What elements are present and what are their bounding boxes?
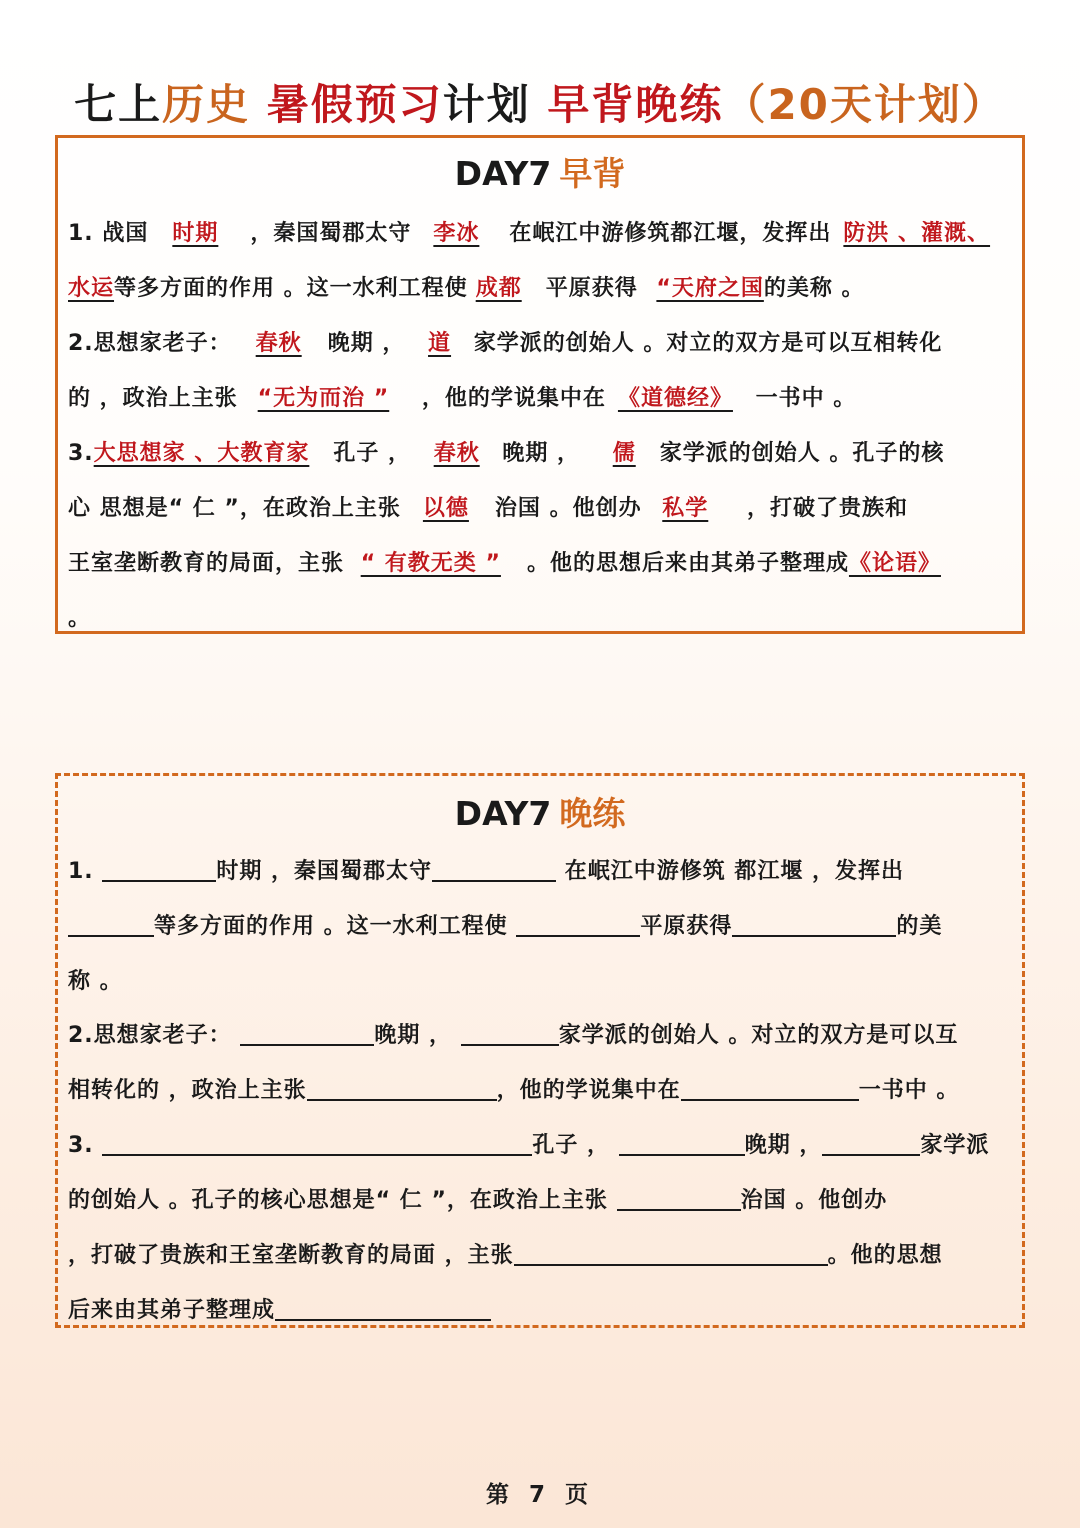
answer-blank[interactable] xyxy=(102,858,216,882)
text: 相转化的 ，政治上主张 xyxy=(68,1078,307,1103)
evening-q1-line1 xyxy=(68,854,1018,885)
text: 一书中 。 xyxy=(858,1078,960,1103)
text: 家学派的创始人 。孔子的核 xyxy=(659,441,945,466)
morning-recite-box xyxy=(55,135,1025,634)
title-holiday: 暑假预习 xyxy=(266,80,443,129)
answer-blank[interactable] xyxy=(681,1077,859,1101)
answer: 李冰 xyxy=(433,221,480,246)
answer: “ 有教无类 ” xyxy=(360,551,501,576)
text: 。他的思想后来由其弟子整理成 xyxy=(526,551,849,576)
page-title xyxy=(0,72,1080,132)
text: 的美称 。 xyxy=(763,276,865,301)
answer-blank[interactable] xyxy=(307,1077,497,1101)
evening-q1-line2 xyxy=(68,909,1018,940)
text: 一书中 。 xyxy=(755,386,857,411)
morning-q1-line1 xyxy=(68,216,1018,247)
answer: 春秋 xyxy=(255,331,302,356)
answer: 私学 xyxy=(662,496,709,521)
answer-blank[interactable] xyxy=(619,1132,745,1156)
answer-blank[interactable] xyxy=(617,1187,741,1211)
answer: 春秋 xyxy=(433,441,480,466)
text: 时期 ，秦国蜀郡太守 xyxy=(216,859,433,884)
text: 。 xyxy=(68,606,92,631)
morning-day-label: DAY7 xyxy=(454,154,552,193)
answer: 防洪 、灌溉、 xyxy=(843,221,991,246)
text: 平原获得 xyxy=(545,276,638,301)
page-number: 第 7 页 xyxy=(485,1482,595,1508)
morning-q2-line2 xyxy=(68,381,1018,412)
answer-blank[interactable] xyxy=(516,913,640,937)
evening-kind-label: 晚练 xyxy=(559,794,626,833)
answer: 《论语》 xyxy=(848,551,941,576)
answer: 以德 xyxy=(422,496,469,521)
text: ，秦国蜀郡太守 xyxy=(250,221,412,246)
evening-q3-line1 xyxy=(68,1128,1018,1159)
evening-q2-line2 xyxy=(68,1073,1018,1104)
title-method: 早背晚练 xyxy=(547,80,724,129)
text: 后来由其弟子整理成 xyxy=(68,1298,276,1323)
morning-q3-line1 xyxy=(68,436,1018,467)
morning-kind-label: 早背 xyxy=(559,154,626,193)
text: 孔子 ， xyxy=(333,441,412,466)
text: 称 。 xyxy=(68,969,123,994)
text: 家学派的创始人 。对立的双方是可以互 xyxy=(558,1023,959,1048)
text: 1. xyxy=(68,859,94,884)
evening-q2-line1 xyxy=(68,1018,1018,1049)
text: 晚期 ， xyxy=(744,1133,823,1158)
text: 孔子 ， xyxy=(532,1133,611,1158)
title-duration: （20天计划） xyxy=(723,80,1006,129)
text: 。他的思想 xyxy=(827,1243,943,1268)
answer-blank[interactable] xyxy=(240,1022,374,1046)
text: 2.思想家老子： xyxy=(68,331,232,356)
text: 王室垄断教育的局面，主张 xyxy=(68,551,345,576)
text: 3. xyxy=(68,441,94,466)
evening-q3-line3 xyxy=(68,1238,1018,1269)
text: 在岷江中游修筑都江堰，发挥出 xyxy=(509,221,832,246)
title-subject: 历史 xyxy=(162,80,251,129)
text: 3. xyxy=(68,1133,94,1158)
morning-box-title xyxy=(58,148,1022,195)
answer: 道 xyxy=(428,331,452,356)
text: 的 ，政治上主张 xyxy=(68,386,238,411)
answer-blank[interactable] xyxy=(514,1242,828,1266)
text: 平原获得 xyxy=(640,914,733,939)
morning-q1-line2 xyxy=(68,271,1018,302)
text: 等多方面的作用 。这一水利工程使 xyxy=(154,914,508,939)
evening-practice-box xyxy=(55,773,1025,1328)
text: ，打破了贵族和 xyxy=(746,496,908,521)
answer: 成都 xyxy=(475,276,522,301)
text: 在岷江中游修筑 都江堰 ，发挥出 xyxy=(564,859,905,884)
evening-q1-line3 xyxy=(68,964,1018,995)
title-plan: 计划 xyxy=(442,80,531,129)
answer: 儒 xyxy=(612,441,636,466)
morning-q3-line2 xyxy=(68,491,1018,522)
morning-q3-line4 xyxy=(68,601,1018,632)
answer: “无为而治 ” xyxy=(257,386,390,411)
text: 等多方面的作用 。这一水利工程使 xyxy=(114,276,468,301)
answer: 时期 xyxy=(172,221,219,246)
evening-day-label: DAY7 xyxy=(454,794,552,833)
answer: 《道德经》 xyxy=(617,386,733,411)
text: 家学派的创始人 。对立的双方是可以互相转化 xyxy=(473,331,943,356)
text: 2.思想家老子： xyxy=(68,1023,232,1048)
title-grade: 七上 xyxy=(74,80,163,129)
evening-box-title xyxy=(58,788,1022,835)
text: 治国 。他创办 xyxy=(494,496,642,521)
answer-blank[interactable] xyxy=(461,1022,559,1046)
text: 晚期 ， xyxy=(502,441,581,466)
answer-blank[interactable] xyxy=(102,1132,532,1156)
text: ，他的学说集中在 xyxy=(421,386,606,411)
answer-blank[interactable] xyxy=(275,1297,491,1321)
text: 心 思想是“ 仁 ”，在政治上主张 xyxy=(68,496,401,521)
evening-q3-line2 xyxy=(68,1183,1018,1214)
answer-blank[interactable] xyxy=(432,858,556,882)
evening-q3-line4 xyxy=(68,1293,1018,1324)
text: 晚期 ， xyxy=(374,1023,453,1048)
text: 治国 。他创办 xyxy=(740,1188,888,1213)
text: 家学派 xyxy=(920,1133,990,1158)
text: 晚期 ， xyxy=(327,331,406,356)
answer-blank[interactable] xyxy=(68,913,154,937)
text: 1. 战国 xyxy=(68,221,149,246)
answer-blank[interactable] xyxy=(732,913,896,937)
answer: 大思想家 、大教育家 xyxy=(93,441,310,466)
morning-q2-line1 xyxy=(68,326,1018,357)
answer: 水运 xyxy=(68,276,115,301)
text: 的美 xyxy=(896,914,943,939)
text: 的创始人 。孔子的核心思想是“ 仁 ”，在政治上主张 xyxy=(68,1188,608,1213)
answer-blank[interactable] xyxy=(822,1132,920,1156)
text: ，他的学说集中在 xyxy=(496,1078,681,1103)
answer: “天府之国 xyxy=(656,276,764,301)
text: ，打破了贵族和王室垄断教育的局面 ，主张 xyxy=(68,1243,514,1268)
morning-q3-line3 xyxy=(68,546,1018,577)
